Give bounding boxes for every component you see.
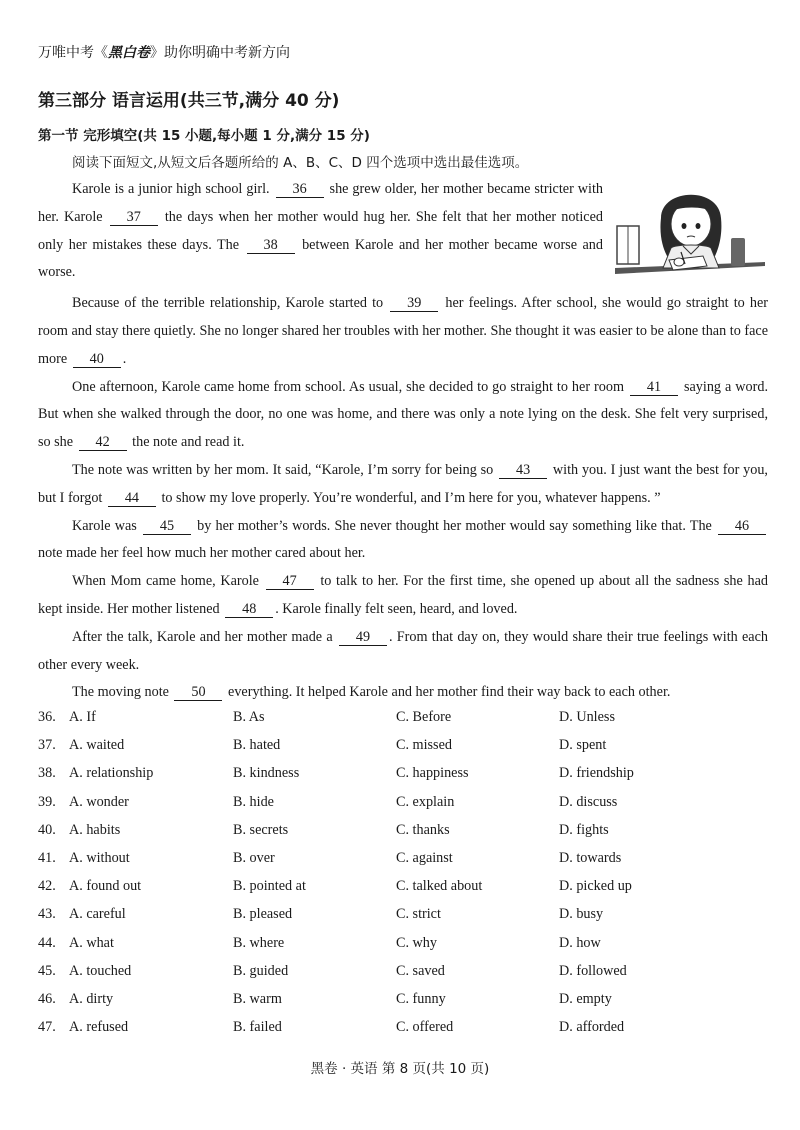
option-row-40: 40. A. habits B. secrets C. thanks D. fights bbox=[38, 821, 609, 838]
header-prefix: 万唯中考《 bbox=[38, 45, 108, 61]
blank-42: 42 bbox=[79, 434, 127, 451]
blank-49: 49 bbox=[339, 629, 387, 646]
option-row-43: 43. A. careful B. pleased C. strict D. busy bbox=[38, 906, 604, 923]
blank-48: 48 bbox=[225, 601, 273, 618]
option-row-37: 37. A. waited B. hated C. missed D. spent bbox=[38, 737, 607, 754]
blank-40: 40 bbox=[73, 351, 121, 368]
instruction: 阅读下面短文,从短文后各题所给的 A、B、C、D 四个选项中选出最佳选项。 bbox=[72, 155, 529, 171]
paragraph-4: The note was written by her mom. It said, “Karole, I’m sorry for being so 43 with you. I just want the best for you, but I forgot 44 to show my love properly. You’re wonderful, and I’m here for you, whatever happens. ” bbox=[38, 461, 768, 506]
option-row-45: 45. A. touched B. guided C. saved D. followed bbox=[38, 962, 627, 979]
section-title: 第一节 完形填空(共 15 小题,每小题 1 分,满分 15 分) bbox=[38, 128, 370, 144]
part-title: 第三部分 语言运用(共三节,满分 40 分) bbox=[38, 91, 340, 111]
blank-50: 50 bbox=[174, 684, 222, 701]
paragraph-7: After the talk, Karole and her mother made a 49 . From that day on, they would share their true feelings with each other every week. bbox=[38, 628, 769, 673]
blank-46: 46 bbox=[718, 518, 766, 535]
header-brand: 黑白卷 bbox=[108, 45, 150, 61]
blank-39: 39 bbox=[390, 295, 438, 312]
header-suffix: 》助你明确中考新方向 bbox=[150, 45, 290, 61]
answer-options bbox=[38, 709, 768, 1047]
option-row-39: 39. A. wonder B. hide C. explain D. discuss bbox=[38, 793, 618, 810]
blank-43: 43 bbox=[499, 462, 547, 479]
blank-47: 47 bbox=[266, 573, 314, 590]
blank-36: 36 bbox=[276, 181, 324, 198]
blank-41: 41 bbox=[630, 379, 678, 396]
option-row-36: 36. A. If B. As C. Before D. Unless bbox=[38, 709, 615, 725]
paragraph-3: One afternoon, Karole came home from school. As usual, she decided to go straight to her room 41 saying a word. But when she walked through the door, no one was home, and there was only a note lying on the desk. She felt very surprised, so she 42 the note and read it. bbox=[38, 378, 768, 451]
option-row-47: 47. A. refused B. failed C. offered D. afforded bbox=[38, 1019, 625, 1036]
paragraph-5: Karole was 45 by her mother’s words. She never thought her mother would say something like that. The 46 note made her feel how much her mother cared about her. bbox=[38, 513, 768, 569]
paragraph-1: Karole is a junior high school girl. 36 she grew older, her mother became stricter with her. Karole 37 the days when her mother would hug her. She felt that her mother noticed only her mistakes these days. The 38 between Karole and her mother became worse and worse. bbox=[38, 181, 603, 281]
option-row-46: 46. A. dirty B. warm C. funny D. empty bbox=[38, 990, 612, 1007]
cloze-passage bbox=[38, 176, 768, 707]
page-header bbox=[38, 42, 290, 62]
option-row-38: 38. A. relationship B. kindness C. happiness D. friendship bbox=[38, 765, 634, 782]
paragraph-8: The moving note 50 everything. It helped Karole and her mother find their way back to each other. bbox=[72, 684, 671, 701]
blank-45: 45 bbox=[143, 518, 191, 535]
option-row-41: 41. A. without B. over C. against D. towards bbox=[38, 849, 622, 866]
option-row-42: 42. A. found out B. pointed at C. talked about D. picked up bbox=[38, 878, 632, 895]
blank-38: 38 bbox=[247, 237, 295, 254]
paragraph-2: Because of the terrible relationship, Karole started to 39 her feelings. After school, she would go straight to her room and stay there quietly. She no longer shared her troubles with her mother. She thought it was easier to be alone than to face more 40 . bbox=[38, 295, 768, 367]
blank-44: 44 bbox=[108, 490, 156, 507]
blank-37: 37 bbox=[110, 209, 158, 226]
page-footer: 黑卷 · 英语 第 8 页(共 10 页) bbox=[310, 1061, 490, 1077]
paragraph-6: When Mom came home, Karole 47 to talk to her. For the first time, she opened up about all the sadness she had kept inside. Her mother listened 48 . Karole finally felt seen, heard, and loved. bbox=[38, 573, 768, 617]
option-row-44: 44. A. what B. where C. why D. how bbox=[38, 934, 601, 951]
